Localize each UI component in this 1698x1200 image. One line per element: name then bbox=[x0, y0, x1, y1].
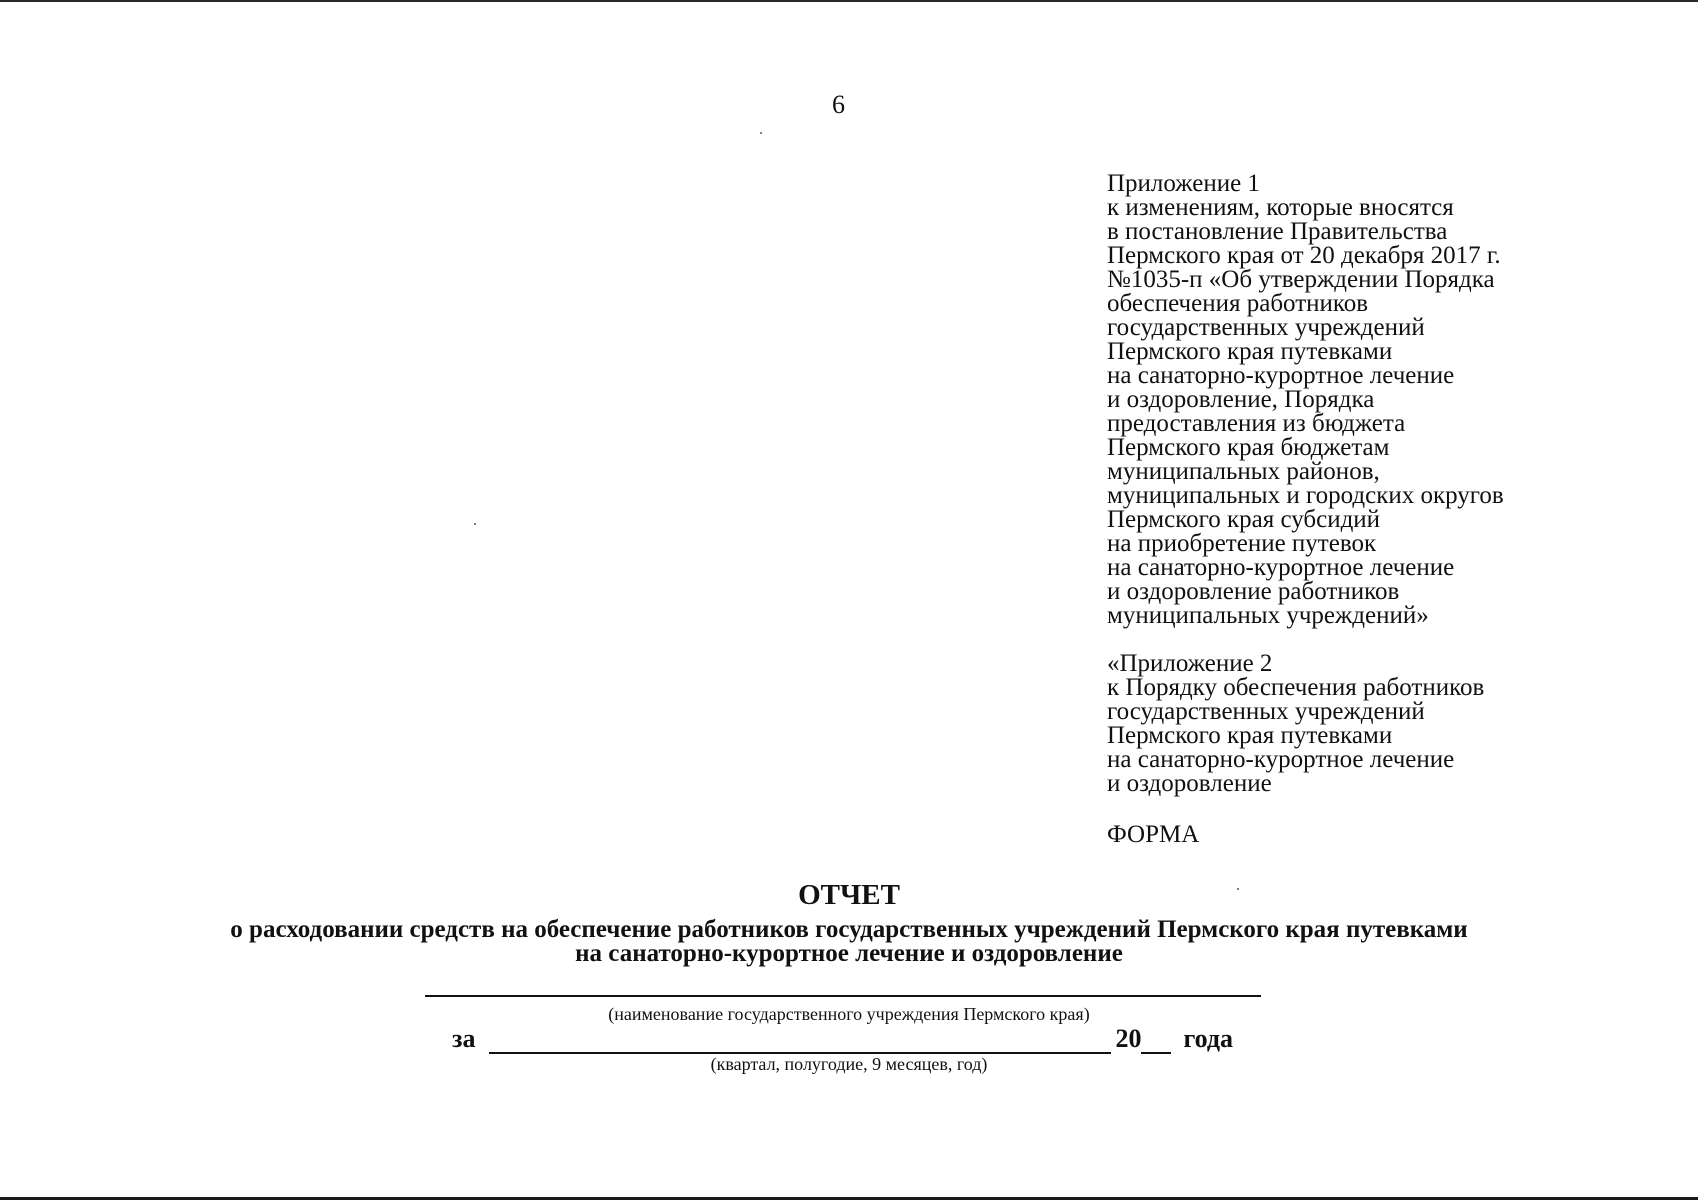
appendix-1-line: в постановление Правительства bbox=[1107, 218, 1448, 245]
year-prefix: 20 bbox=[1115, 1024, 1142, 1053]
appendix-2-line: государственных учреждений bbox=[1107, 698, 1425, 725]
appendix-1-line: на санаторно-курортное лечение bbox=[1107, 362, 1455, 389]
appendix-1-line: Пермского края путевками bbox=[1107, 338, 1393, 365]
appendix-1-line: и оздоровление работников bbox=[1107, 578, 1400, 605]
appendix-1-line: на приобретение путевок bbox=[1107, 530, 1377, 557]
appendix-1-line: Пермского края бюджетам bbox=[1107, 434, 1390, 461]
appendix-1-line: Приложение 1 bbox=[1107, 170, 1260, 197]
appendix-2-line: «Приложение 2 bbox=[1107, 650, 1273, 677]
appendix-1-line: на санаторно-курортное лечение bbox=[1107, 554, 1455, 581]
appendix-2-line: и оздоровление bbox=[1107, 770, 1272, 797]
appendix-1-line: обеспечения работников bbox=[1107, 290, 1369, 317]
appendix-1-line: муниципальных и городских округов bbox=[1107, 482, 1504, 509]
appendix-1-line: муниципальных учреждений» bbox=[1107, 602, 1429, 629]
appendix-1-line: Пермского края от 20 декабря 2017 г. bbox=[1107, 242, 1501, 269]
appendix-2-line: на санаторно-курортное лечение bbox=[1107, 746, 1455, 773]
appendix-1-line: №1035-п «Об утверждении Порядка bbox=[1107, 266, 1495, 293]
appendix-2-block bbox=[1107, 652, 1687, 796]
appendix-1-line: к изменениям, которые вносятся bbox=[1107, 194, 1454, 221]
appendix-1-line: предоставления из бюджета bbox=[1107, 410, 1406, 437]
scan-speck bbox=[760, 132, 762, 134]
period-row bbox=[452, 1020, 1233, 1054]
appendix-1-block bbox=[1107, 172, 1687, 628]
period-prefix: за bbox=[452, 1024, 476, 1053]
period-field[interactable] bbox=[489, 1028, 1111, 1054]
appendix-1-line: муниципальных районов, bbox=[1107, 458, 1380, 485]
scan-speck bbox=[1237, 888, 1239, 890]
report-title: ОТЧЕТ bbox=[798, 879, 900, 911]
page-edge-top bbox=[0, 0, 1698, 2]
form-label: ФОРМА bbox=[1107, 821, 1200, 848]
appendix-2-line: Пермского края путевками bbox=[1107, 722, 1393, 749]
page-number: 6 bbox=[832, 90, 845, 119]
appendix-1-line: и оздоровление, Порядка bbox=[1107, 386, 1375, 413]
scan-speck bbox=[474, 523, 476, 525]
year-field[interactable] bbox=[1141, 1028, 1171, 1054]
organization-name-caption: (наименование государственного учреждения Пермского края) bbox=[608, 1004, 1090, 1024]
year-suffix: года bbox=[1183, 1024, 1234, 1053]
organization-name-field[interactable] bbox=[425, 995, 1261, 997]
appendix-1-line: государственных учреждений bbox=[1107, 314, 1425, 341]
appendix-1-line: Пермского края субсидий bbox=[1107, 506, 1381, 533]
period-caption: (квартал, полугодие, 9 месяцев, год) bbox=[710, 1054, 988, 1074]
report-subtitle bbox=[0, 918, 1698, 966]
report-subtitle-line-2: на санаторно-курортное лечение и оздоровление bbox=[575, 940, 1123, 967]
appendix-2-line: к Порядку обеспечения работников bbox=[1107, 674, 1485, 701]
report-subtitle-line-1: о расходовании средств на обеспечение работников государственных учреждений Пермского края путевками bbox=[230, 916, 1468, 943]
